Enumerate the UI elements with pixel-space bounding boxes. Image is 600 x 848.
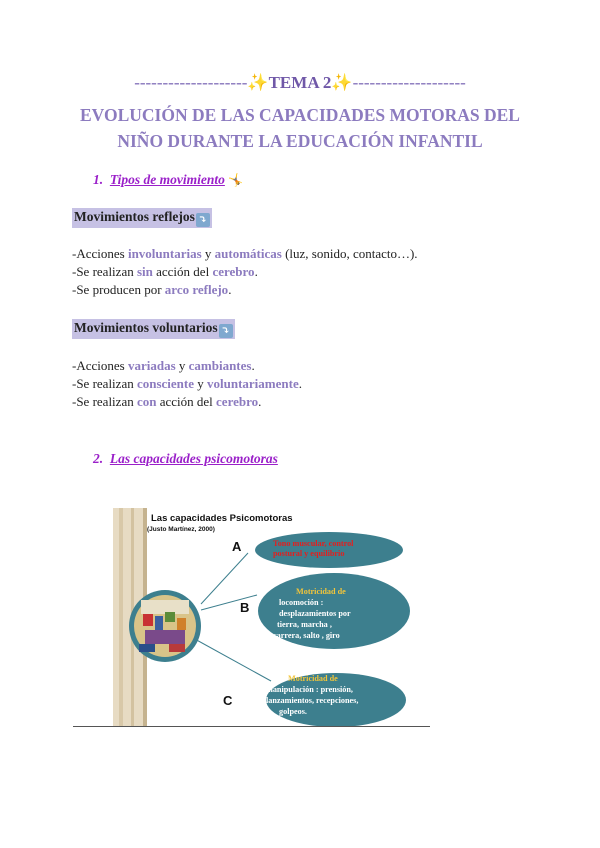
plain-text: y [175,358,189,373]
label-c: C [223,693,233,708]
ellipse-b-line: tierra, marcha , [277,620,332,629]
plain-text: -Se realizan [72,394,137,409]
ellipse-c-line: Motricidad de [288,674,338,683]
ellipse-a-line: Tono muscular, control [273,539,354,548]
plain-text: -Se realizan [72,264,137,279]
ellipse-c-title [288,674,338,683]
ellipse-c-line: golpeos. [279,707,307,716]
ellipse-c-line: manipulación : prensión, [266,685,353,694]
section-1-text: Tipos de movimiento [109,172,225,187]
highlighted-term: sin [136,264,153,279]
page-heading-line1: EVOLUCIÓN DE LAS CAPACIDADES MOTORAS DEL [80,105,520,125]
photo-wall [141,600,189,614]
psychomotor-diagram [113,508,431,726]
subheading-reflejos-text: Movimientos reflejos [74,209,195,224]
section-2-text: Las capacidades psicomotoras [109,451,278,466]
photo-block [169,644,185,652]
section-2-number: 2. [93,451,104,466]
photo-block [139,644,155,652]
photo-block [155,616,163,630]
section-1-title [93,172,243,188]
highlighted-term: consciente [136,376,195,391]
plain-text: -Se realizan [72,376,137,391]
title-label: TEMA 2 [268,73,332,92]
highlighted-term: automáticas [214,246,282,261]
plain-text: y [201,246,215,261]
sparkle-icon: ✨ [331,73,353,92]
wood-grain [119,508,123,726]
photo-block [177,618,186,630]
plain-text: -Se producen por [72,282,165,297]
highlighted-term: involuntarias [127,246,202,261]
list-item [72,264,258,280]
highlighted-term: arco reflejo [164,282,229,297]
gymnast-icon: 🤸 [228,173,244,187]
list-item [72,394,261,410]
diagram-subtitle: (Justo Martínez, 2000) [147,526,215,533]
section-2-title [93,451,278,467]
subheading-voluntarios [72,319,235,339]
plain-text: y [194,376,208,391]
subheading-reflejos [72,208,212,228]
section-1-number: 1. [93,172,104,187]
list-item [72,246,418,262]
diagram-baseline-rule [73,726,430,727]
ellipse-b-line: carrera, salto , giro [273,631,340,640]
highlighted-term: con [136,394,157,409]
plain-text: . [251,358,255,373]
plain-text: (luz, sonido, contacto…). [281,246,418,261]
photo-mat [145,630,185,644]
diagram-title: Las capacidades Psicomotoras [151,513,293,524]
list-item [72,358,255,374]
page-heading-line2: NIÑO DURANTE LA EDUCACIÓN INFANTIL [117,131,483,151]
photo-block [165,612,175,622]
ellipse-b-line: locomoción : [279,598,324,607]
plain-text: . [254,264,258,279]
ellipse-c-line: lanzamientos, recepciones, [266,696,359,705]
list-item [72,282,231,298]
highlighted-term: voluntariamente [207,376,299,391]
ellipse-b-title [296,587,346,596]
highlighted-term: variadas [127,358,176,373]
subheading-voluntarios-text: Movimientos voluntarios [74,320,218,335]
title-dashes-left: -------------------- [134,73,248,92]
highlighted-term: cerebro [212,264,255,279]
curved-arrow-icon: ⤵ [219,324,233,338]
ellipse-b-line: desplazamientos por [279,609,351,618]
title-line [0,73,600,93]
plain-text: . [258,394,262,409]
label-b: B [240,600,250,615]
label-a: A [232,539,242,554]
curved-arrow-icon: ⤵ [196,213,210,227]
plain-text: acción del [156,394,217,409]
photo-block [143,614,153,626]
ellipse-b-line: Motricidad de [296,587,346,596]
plain-text: -Acciones [72,358,128,373]
plain-text: acción del [152,264,213,279]
list-item [72,376,302,392]
ellipse-a-line: postural y equilibrio [273,549,345,558]
sparkle-icon: ✨ [247,73,269,92]
ellipse-a-text [273,539,356,558]
highlighted-term: cambiantes [188,358,252,373]
plain-text: . [228,282,232,297]
title-dashes-right: -------------------- [352,73,466,92]
highlighted-term: cerebro [216,394,259,409]
plain-text: . [298,376,302,391]
plain-text: -Acciones [72,246,128,261]
